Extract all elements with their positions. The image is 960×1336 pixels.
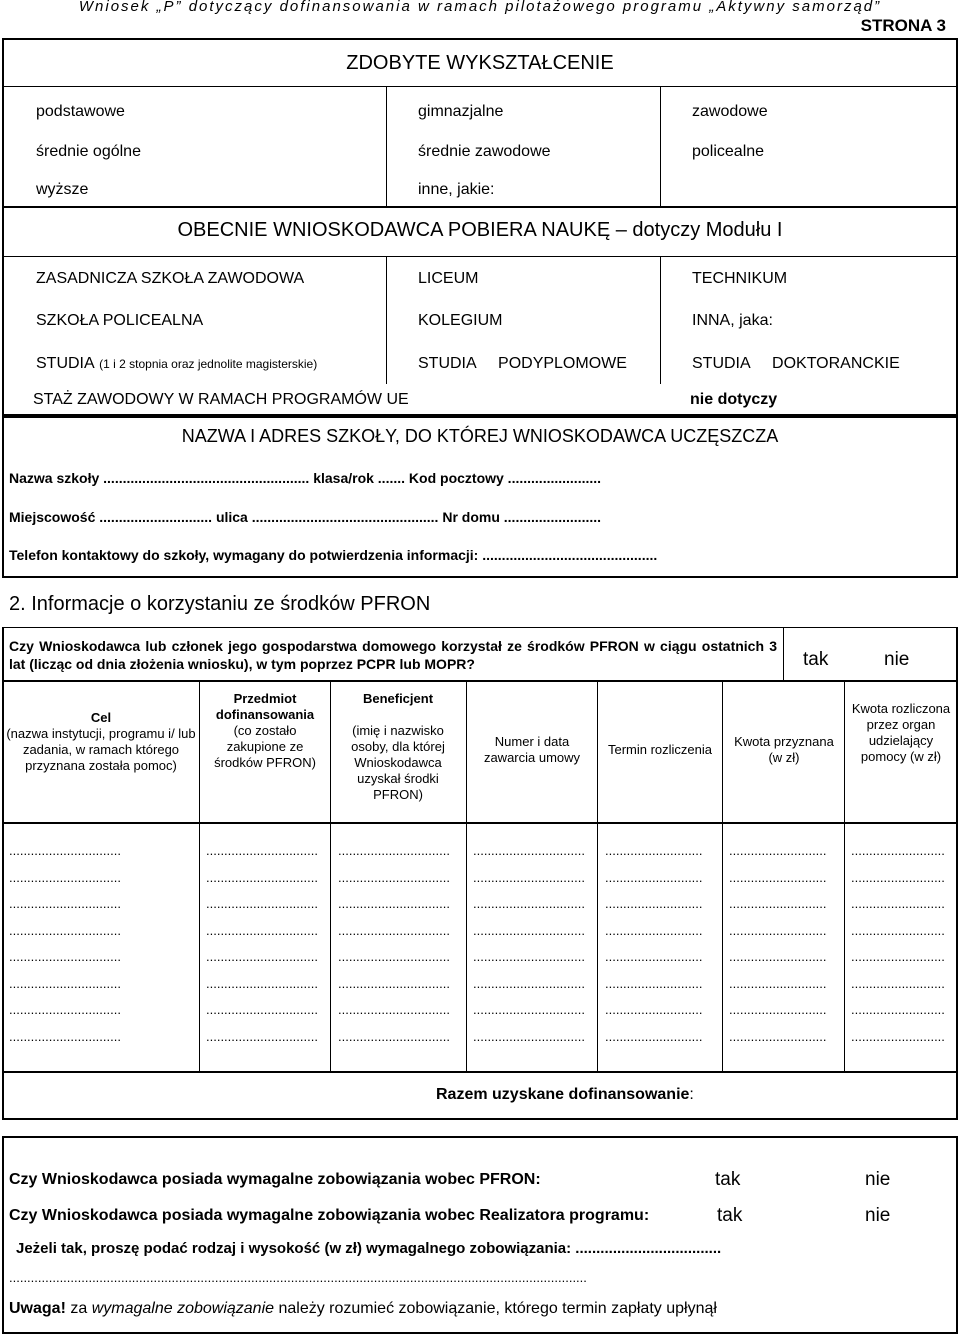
school-address-line[interactable]: Miejscowość ............................. ulica ................................................ Nr domu .........................: [9, 509, 602, 525]
learn-option-kolegium[interactable]: KOLEGIUM: [418, 312, 503, 329]
obligation-realizator-no[interactable]: nie: [865, 1205, 891, 1226]
section2-title: 2. Informacje o korzystaniu ze środków PFRON: [9, 593, 431, 615]
studia-label: STUDIA: [36, 355, 95, 372]
document-header: Wniosek „P” dotyczący dofinansowania w ramach pilotażowego programu „Aktywny samorząd”: [78, 0, 882, 15]
obligation-details-continuation[interactable]: ................................................................................................................................................................: [9, 1270, 587, 1285]
table-cells-col6[interactable]: ........................... ........................... ........................... ........................... ........................... ........................... ........................... ...........................: [729, 843, 827, 1044]
edu-option-podstawowe[interactable]: podstawowe: [36, 103, 125, 120]
col-header-kwota-rozliczona: Kwota rozliczona przez organ udzielający pomocy (w zł): [851, 701, 951, 764]
col-header-termin: Termin rozliczenia: [607, 742, 713, 757]
col-header-beneficjent: Beneficjent (imię i nazwisko osoby, dla której Wnioskodawca uzyskał środki PFRON): [351, 691, 445, 802]
obligation-pfron-question: Czy Wnioskodawca posiada wymagalne zobowiązania wobec PFRON:: [9, 1171, 541, 1188]
learning-heading: OBECNIE WNIOSKODAWCA POBIERA NAUKĘ – dotyczy Modułu I: [177, 219, 783, 241]
pfron-question: Czy Wnioskodawca lub członek jego gospodarstwa domowego korzystał ze środków PFRON w ciągu ostatnich 3 lat (licząc od dnia złożenia wniosku), w tym poprzez PCPR lub MOPR?: [9, 638, 777, 672]
school-heading: NAZWA I ADRES SZKOŁY, DO KTÓREJ WNIOSKODAWCA UCZĘSZCZA: [181, 426, 779, 446]
col-header-cel: Cel (nazwa instytucji, programu i/ lub zadania, w ramach którego przyznana została pomoc): [6, 710, 196, 773]
total-funding: Razem uzyskane dofinansowanie:: [436, 1086, 694, 1103]
pfron-answer-no[interactable]: nie: [884, 649, 910, 670]
learn-option-zsz[interactable]: ZASADNICZA SZKOŁA ZAWODOWA: [36, 270, 305, 287]
table-cells-col7[interactable]: .......................... .......................... .......................... .......................... .......................... .......................... .......................... ..........................: [851, 843, 945, 1044]
obligation-details-line[interactable]: Jeżeli tak, proszę podać rodzaj i wysokość (w zł) wymagalnego zobowiązania: ...................................: [16, 1240, 722, 1257]
learn-option-studia[interactable]: [36, 355, 317, 373]
pfron-answer-yes[interactable]: tak: [803, 649, 829, 670]
school-name-line[interactable]: Nazwa szkoły ..................................................... klasa/rok ....... Kod pocztowy ........................: [9, 470, 602, 486]
edu-option-policealne[interactable]: policealne: [692, 143, 765, 160]
col-header-przedmiot: Przedmiot dofinansowania (co zostało zakupione ze środków PFRON): [214, 691, 316, 770]
obligation-pfron-no[interactable]: nie: [865, 1169, 891, 1190]
edu-option-srednie-zawodowe[interactable]: średnie zawodowe: [418, 143, 551, 160]
school-phone-line[interactable]: Telefon kontaktowy do szkoły, wymagany do potwierdzenia informacji: .............................................: [9, 547, 658, 563]
edu-option-gimnazjalne[interactable]: gimnazjalne: [418, 103, 504, 120]
obligation-realizator-question: Czy Wnioskodawca posiada wymagalne zobowiązania wobec Realizatora programu:: [9, 1207, 650, 1224]
learn-option-technikum[interactable]: TECHNIKUM: [692, 270, 788, 287]
learn-option-staz[interactable]: STAŻ ZAWODOWY W RAMACH PROGRAMÓW UE: [33, 391, 409, 408]
studia-note: (1 i 2 stopnia oraz jednolite magisterskie): [99, 357, 318, 371]
learn-option-liceum[interactable]: LICEUM: [418, 270, 479, 287]
learn-option-doktoranckie[interactable]: STUDIA DOKTORANCKIE: [692, 355, 900, 372]
edu-option-inne[interactable]: inne, jakie:: [418, 181, 495, 198]
note-warning: Uwaga!: [9, 1300, 66, 1317]
learn-option-podyplomowe[interactable]: STUDIA PODYPLOMOWE: [418, 355, 627, 372]
learn-option-policealna[interactable]: SZKOŁA POLICEALNA: [36, 312, 204, 329]
learn-option-nie-dotyczy[interactable]: nie dotyczy: [690, 391, 778, 408]
edu-option-zawodowe[interactable]: zawodowe: [692, 103, 768, 120]
page-number: STRONA 3: [860, 16, 946, 35]
edu-option-wyzsze[interactable]: wyższe: [36, 181, 89, 198]
table-cells-col3[interactable]: ............................... ............................... ............................... ............................... ............................... ............................... ............................... ...............................: [338, 843, 450, 1044]
table-cells-col4[interactable]: ............................... ............................... ............................... ............................... ............................... ............................... ............................... ...............................: [473, 843, 585, 1044]
obligation-realizator-yes[interactable]: tak: [717, 1205, 743, 1226]
col-header-umowa: Numer i data zawarcia umowy: [483, 734, 581, 765]
learn-option-inna[interactable]: INNA, jaka:: [692, 312, 773, 329]
obligation-pfron-yes[interactable]: tak: [715, 1169, 741, 1190]
edu-option-srednie-ogolne[interactable]: średnie ogólne: [36, 143, 141, 160]
obligation-note: Uwaga! za wymagalne zobowiązanie należy rozumieć zobowiązanie, którego termin zapłaty upłynął: [9, 1300, 717, 1317]
table-cells-col2[interactable]: ............................... ............................... ............................... ............................... ............................... ............................... ............................... ...............................: [206, 843, 318, 1044]
education-heading: ZDOBYTE WYKSZTAŁCENIE: [346, 52, 614, 74]
table-cells-col5[interactable]: ........................... ........................... ........................... ........................... ........................... ........................... ........................... ...........................: [605, 843, 703, 1044]
total-funding-label: Razem uzyskane dofinansowanie: [436, 1086, 690, 1103]
col-header-kwota-przyznana: Kwota przyznana (w zł): [734, 734, 834, 765]
table-cells-col1[interactable]: ............................... ............................... ............................... ............................... ............................... ............................... ............................... ...............................: [9, 843, 121, 1044]
